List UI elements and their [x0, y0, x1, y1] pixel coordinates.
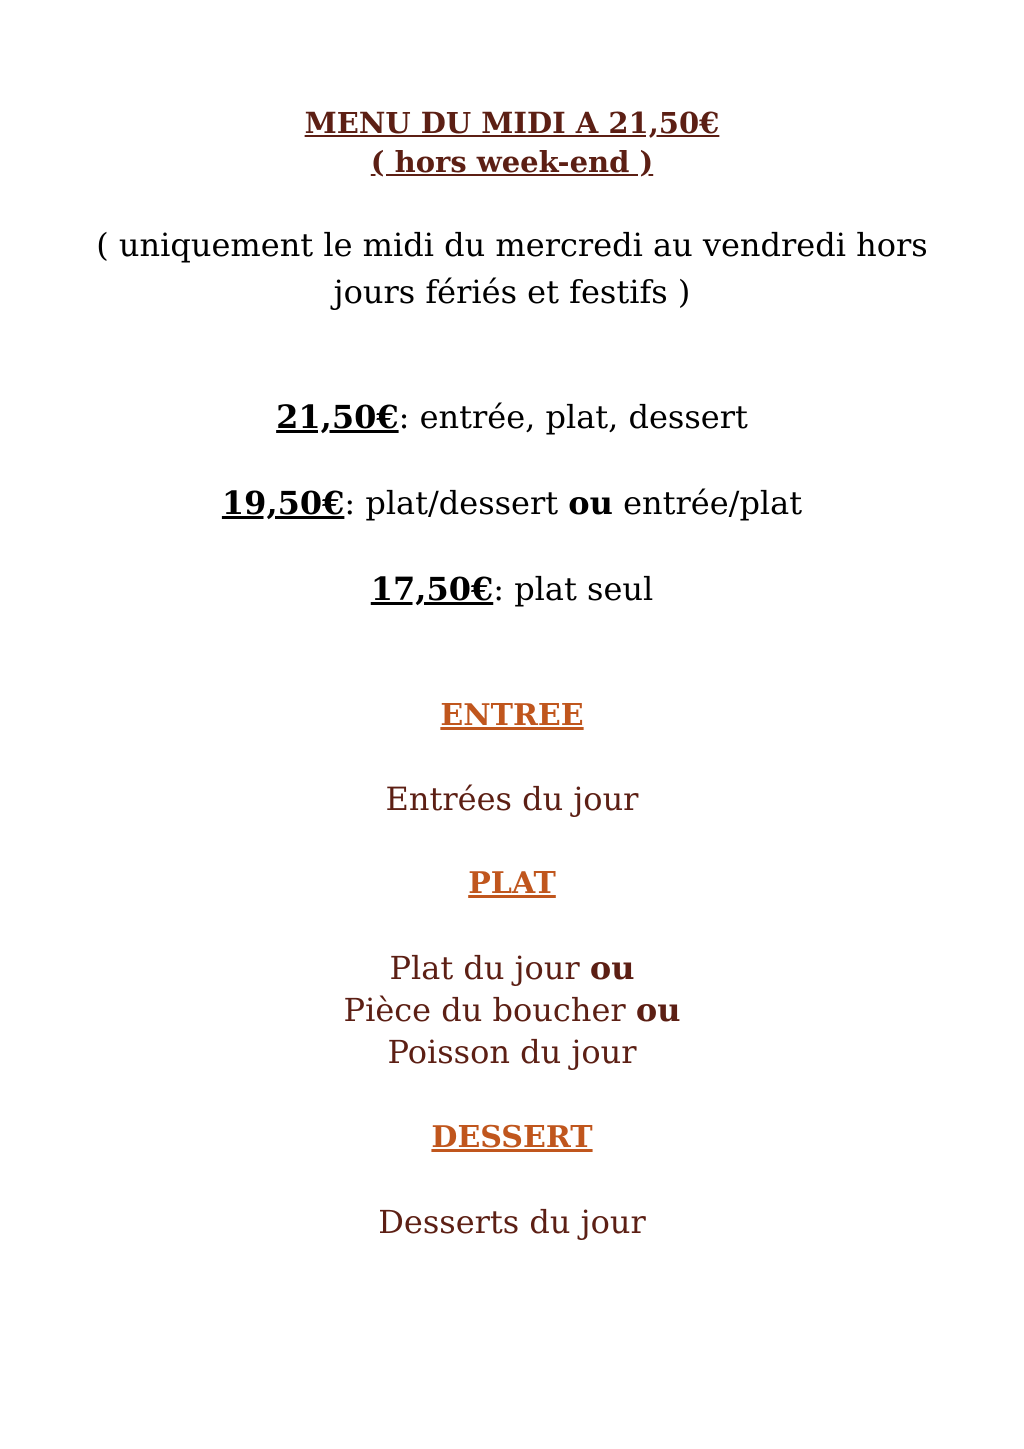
price-value: 17,50€ [370, 570, 494, 608]
dish-plat-1 [0, 949, 1024, 987]
price-option-3 [0, 570, 1024, 608]
dish-text: Poisson du jour [387, 1033, 637, 1071]
section-heading-entree: ENTREE [440, 698, 584, 733]
menu-title: MENU DU MIDI A 21,50€ [304, 106, 720, 140]
price-value: 21,50€ [276, 398, 399, 436]
price-description: : plat/dessert [344, 484, 569, 522]
section-heading-plat: PLAT [468, 866, 556, 901]
intro-line-1: ( uniquement le midi du mercredi au vendredi hors [96, 226, 928, 264]
dish-dessert: Desserts du jour [378, 1203, 646, 1241]
dish-plat-2 [0, 991, 1024, 1029]
price-option-1 [0, 398, 1024, 436]
dish-connector: ou [589, 949, 635, 987]
intro-line-2: jours fériés et festifs ) [333, 273, 691, 311]
price-value: 19,50€ [221, 484, 345, 522]
dish-plat-3 [0, 1033, 1024, 1071]
menu-subtitle: ( hors week-end ) [370, 145, 654, 179]
dish-text: Pièce du boucher [343, 991, 636, 1029]
dish-entree: Entrées du jour [385, 780, 639, 818]
section-heading-dessert: DESSERT [431, 1120, 593, 1155]
price-connector: ou [568, 484, 613, 522]
price-description: : entrée, plat, dessert [398, 398, 748, 436]
dish-text: Plat du jour [389, 949, 590, 987]
price-option-2 [0, 484, 1024, 522]
price-description-alt: entrée/plat [612, 484, 803, 522]
dish-connector: ou [635, 991, 681, 1029]
price-description: : plat seul [493, 570, 654, 608]
